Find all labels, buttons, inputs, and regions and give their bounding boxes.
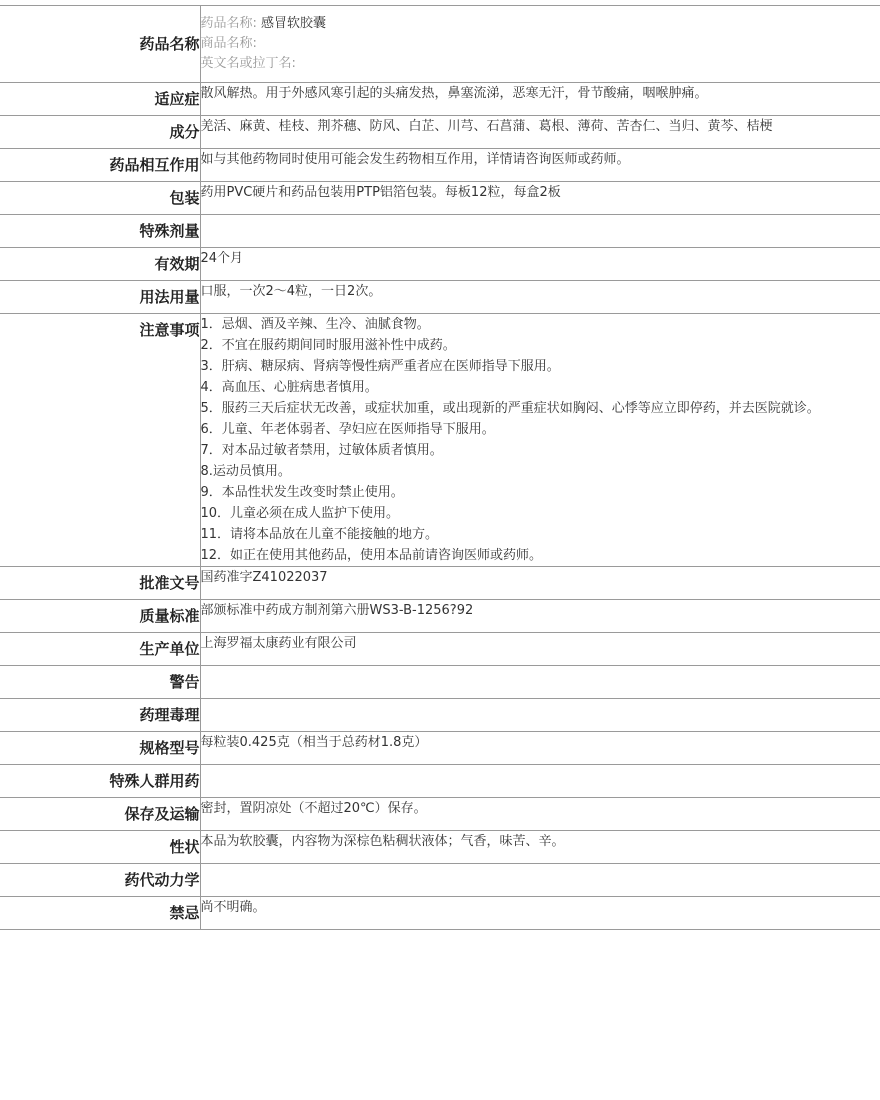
label-pharmacokinetics: 药代动力学	[0, 864, 200, 897]
label-precautions: 注意事项	[0, 314, 200, 567]
row-drug-names	[0, 6, 880, 83]
drug-name-value: 感冒软胶囊	[261, 16, 327, 31]
row-special-population	[0, 765, 880, 798]
label-special-population: 特殊人群用药	[0, 765, 200, 798]
value-toxicology	[200, 699, 880, 732]
precaution-item: 7．对本品过敏者禁用，过敏体质者慎用。	[200, 443, 443, 458]
value-interactions: 如与其他药物同时使用可能会发生药物相互作用，详情请咨询医师或药师。	[200, 149, 880, 182]
row-precautions	[0, 314, 880, 567]
row-toxicology	[0, 699, 880, 732]
drug-name-key: 药品名称:	[200, 16, 257, 31]
row-standard	[0, 600, 880, 633]
value-special-population	[200, 765, 880, 798]
label-storage: 保存及运输	[0, 798, 200, 831]
value-validity: 24个月	[200, 248, 880, 281]
row-usage	[0, 281, 880, 314]
precaution-item: 11．请将本品放在儿童不能接触的地方。	[200, 527, 439, 542]
label-drug-name: 药品名称	[0, 6, 200, 83]
value-standard: 部颁标准中药成方制剂第六册WS3-B-1256?92	[200, 600, 880, 633]
label-approval: 批准文号	[0, 567, 200, 600]
latin-name-key: 英文名或拉丁名:	[200, 56, 296, 71]
trade-name-line	[201, 34, 880, 54]
row-appearance	[0, 831, 880, 864]
value-special-dosage	[200, 215, 880, 248]
row-contraindications	[0, 897, 880, 930]
row-specification	[0, 732, 880, 765]
drug-spec-table	[0, 5, 880, 930]
label-ingredients: 成分	[0, 116, 200, 149]
precaution-item: 6．儿童、年老体弱者、孕妇应在医师指导下服用。	[200, 422, 495, 437]
label-appearance: 性状	[0, 831, 200, 864]
precaution-item: 2．不宜在服药期间同时服用滋补性中成药。	[200, 338, 456, 353]
label-validity: 有效期	[0, 248, 200, 281]
row-manufacturer	[0, 633, 880, 666]
row-special-dosage	[0, 215, 880, 248]
label-warning: 警告	[0, 666, 200, 699]
precaution-item: 12．如正在使用其他药品，使用本品前请咨询医师或药师。	[200, 548, 543, 563]
value-contraindications: 尚不明确。	[200, 897, 880, 930]
precaution-item: 1．忌烟、酒及辛辣、生冷、油腻食物。	[200, 317, 430, 332]
value-approval: 国药准字Z41022037	[200, 567, 880, 600]
label-specification: 规格型号	[0, 732, 200, 765]
latin-name-line	[201, 54, 880, 74]
label-toxicology: 药理毒理	[0, 699, 200, 732]
value-usage: 口服，一次2～4粒，一日2次。	[200, 281, 880, 314]
precaution-item: 8.运动员慎用。	[200, 464, 291, 479]
label-contraindications: 禁忌	[0, 897, 200, 930]
trade-name-key: 商品名称:	[200, 36, 257, 51]
precaution-item: 3．肝病、糖尿病、肾病等慢性病严重者应在医师指导下服用。	[200, 359, 560, 374]
label-manufacturer: 生产单位	[0, 633, 200, 666]
precaution-item: 5．服药三天后症状无改善，或症状加重，或出现新的严重症状如胸闷、心悸等应立即停药，并去医院就诊。	[200, 401, 820, 416]
row-approval	[0, 567, 880, 600]
value-manufacturer: 上海罗福太康药业有限公司	[200, 633, 880, 666]
precaution-item: 10．儿童必须在成人监护下使用。	[200, 506, 400, 521]
value-precautions	[200, 314, 880, 567]
value-indication: 散风解热。用于外感风寒引起的头痛发热，鼻塞流涕，恶寒无汗，骨节酸痛，咽喉肿痛。	[200, 83, 880, 116]
drug-names-cell	[200, 6, 880, 83]
precaution-item: 4．高血压、心脏病患者慎用。	[200, 380, 378, 395]
value-storage: 密封，置阴凉处（不超过20℃）保存。	[200, 798, 880, 831]
value-warning	[200, 666, 880, 699]
label-standard: 质量标准	[0, 600, 200, 633]
value-ingredients: 羌活、麻黄、桂枝、荆芥穗、防风、白芷、川芎、石菖蒲、葛根、薄荷、苦杏仁、当归、黄芩、桔梗	[200, 116, 880, 149]
drug-spec-sheet	[0, 5, 880, 930]
row-indication	[0, 83, 880, 116]
row-interactions	[0, 149, 880, 182]
label-special-dosage: 特殊剂量	[0, 215, 200, 248]
precaution-item: 9．本品性状发生改变时禁止使用。	[200, 485, 404, 500]
row-pharmacokinetics	[0, 864, 880, 897]
value-specification: 每粒装0.425克（相当于总药材1.8克）	[200, 732, 880, 765]
value-pharmacokinetics	[200, 864, 880, 897]
label-package: 包装	[0, 182, 200, 215]
row-warning	[0, 666, 880, 699]
row-ingredients	[0, 116, 880, 149]
label-indication: 适应症	[0, 83, 200, 116]
label-usage: 用法用量	[0, 281, 200, 314]
value-package: 药用PVC硬片和药品包装用PTP铝箔包装。每板12粒，每盒2板	[200, 182, 880, 215]
label-interactions: 药品相互作用	[0, 149, 200, 182]
row-storage	[0, 798, 880, 831]
row-package	[0, 182, 880, 215]
drug-name-line	[201, 14, 880, 34]
value-appearance: 本品为软胶囊，内容物为深棕色粘稠状液体；气香，味苦、辛。	[200, 831, 880, 864]
row-validity	[0, 248, 880, 281]
